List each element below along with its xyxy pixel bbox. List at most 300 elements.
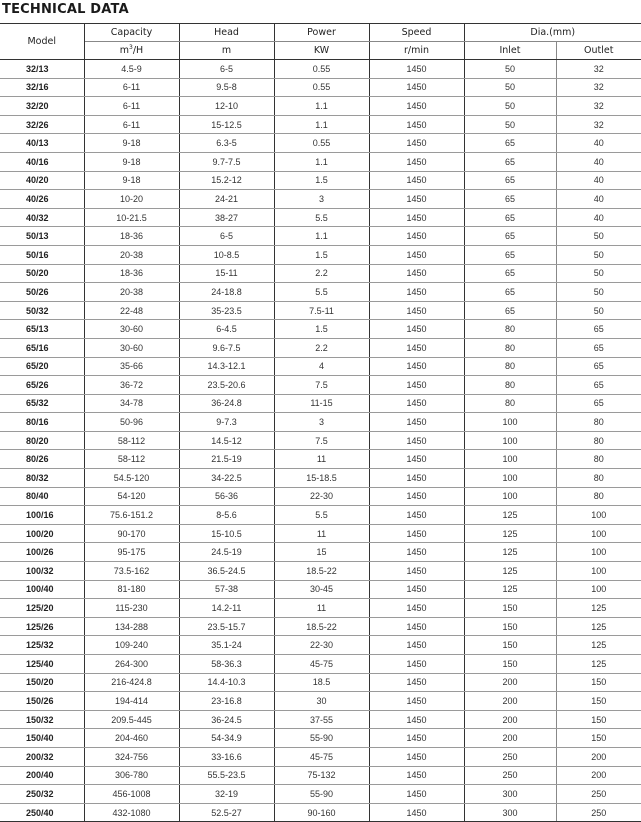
outlet-cell: 32 <box>556 78 641 97</box>
power-cell: 0.55 <box>274 78 369 97</box>
power-cell: 1.1 <box>274 115 369 134</box>
capacity-cell: 9-18 <box>84 134 179 153</box>
model-cell: 65/26 <box>0 376 84 395</box>
capacity-cell: 75.6-151.2 <box>84 506 179 525</box>
speed-cell: 1450 <box>369 283 464 302</box>
inlet-cell: 80 <box>464 357 556 376</box>
speed-cell: 1450 <box>369 580 464 599</box>
power-cell: 11 <box>274 599 369 618</box>
model-cell: 32/26 <box>0 115 84 134</box>
power-cell: 75-132 <box>274 766 369 785</box>
speed-cell: 1450 <box>369 376 464 395</box>
capacity-cell: 18-36 <box>84 264 179 283</box>
head-cell: 56-36 <box>179 487 274 506</box>
capacity-cell: 30-60 <box>84 320 179 339</box>
model-cell: 32/16 <box>0 78 84 97</box>
inlet-cell: 125 <box>464 543 556 562</box>
capacity-cell: 6-11 <box>84 78 179 97</box>
power-cell: 1.5 <box>274 245 369 264</box>
model-cell: 80/40 <box>0 487 84 506</box>
inlet-cell: 100 <box>464 431 556 450</box>
head-cell: 32-19 <box>179 785 274 804</box>
capacity-cell: 34-78 <box>84 394 179 413</box>
capacity-cell: 54-120 <box>84 487 179 506</box>
head-cell: 6-5 <box>179 227 274 246</box>
inlet-cell: 50 <box>464 60 556 79</box>
speed-cell: 1450 <box>369 785 464 804</box>
head-cell: 9-7.3 <box>179 413 274 432</box>
technical-data-table <box>0 23 641 822</box>
model-cell: 40/32 <box>0 208 84 227</box>
head-cell: 58-36.3 <box>179 655 274 674</box>
model-cell: 65/13 <box>0 320 84 339</box>
capacity-cell: 20-38 <box>84 283 179 302</box>
table-row <box>0 617 641 636</box>
capacity-cell: 58-112 <box>84 450 179 469</box>
header-inlet: Inlet <box>464 42 556 60</box>
inlet-cell: 80 <box>464 394 556 413</box>
header-speed: Speed <box>369 24 464 42</box>
inlet-cell: 50 <box>464 78 556 97</box>
inlet-cell: 65 <box>464 301 556 320</box>
capacity-cell: 6-11 <box>84 115 179 134</box>
inlet-cell: 150 <box>464 655 556 674</box>
outlet-cell: 65 <box>556 320 641 339</box>
outlet-cell: 100 <box>556 543 641 562</box>
power-cell: 15 <box>274 543 369 562</box>
table-row <box>0 487 641 506</box>
speed-cell: 1450 <box>369 338 464 357</box>
power-cell: 45-75 <box>274 747 369 766</box>
outlet-cell: 100 <box>556 580 641 599</box>
table-row <box>0 431 641 450</box>
inlet-cell: 150 <box>464 599 556 618</box>
table-row <box>0 413 641 432</box>
outlet-cell: 80 <box>556 469 641 488</box>
speed-cell: 1450 <box>369 301 464 320</box>
capacity-cell: 324-756 <box>84 747 179 766</box>
speed-cell: 1450 <box>369 562 464 581</box>
speed-cell: 1450 <box>369 617 464 636</box>
header-model: Model <box>0 24 84 60</box>
inlet-cell: 65 <box>464 227 556 246</box>
speed-cell: 1450 <box>369 97 464 116</box>
unit-capacity <box>84 42 179 60</box>
inlet-cell: 80 <box>464 376 556 395</box>
outlet-cell: 40 <box>556 152 641 171</box>
inlet-cell: 100 <box>464 413 556 432</box>
table-row <box>0 710 641 729</box>
model-cell: 150/40 <box>0 729 84 748</box>
table-row <box>0 301 641 320</box>
head-cell: 8-5.6 <box>179 506 274 525</box>
capacity-cell: 194-414 <box>84 692 179 711</box>
inlet-cell: 65 <box>464 171 556 190</box>
head-cell: 15-10.5 <box>179 524 274 543</box>
capacity-cell: 54.5-120 <box>84 469 179 488</box>
inlet-cell: 250 <box>464 747 556 766</box>
inlet-cell: 65 <box>464 264 556 283</box>
outlet-cell: 100 <box>556 524 641 543</box>
capacity-cell: 20-38 <box>84 245 179 264</box>
power-cell: 11-15 <box>274 394 369 413</box>
head-cell: 55.5-23.5 <box>179 766 274 785</box>
head-cell: 35-23.5 <box>179 301 274 320</box>
capacity-cell: 4.5-9 <box>84 60 179 79</box>
capacity-cell: 18-36 <box>84 227 179 246</box>
table-row <box>0 190 641 209</box>
inlet-cell: 100 <box>464 469 556 488</box>
head-cell: 34-22.5 <box>179 469 274 488</box>
table-row <box>0 673 641 692</box>
capacity-cell: 35-66 <box>84 357 179 376</box>
head-cell: 38-27 <box>179 208 274 227</box>
capacity-cell: 90-170 <box>84 524 179 543</box>
table-row <box>0 543 641 562</box>
speed-cell: 1450 <box>369 469 464 488</box>
speed-cell: 1450 <box>369 803 464 822</box>
model-cell: 65/20 <box>0 357 84 376</box>
speed-cell: 1450 <box>369 636 464 655</box>
capacity-cell: 10-21.5 <box>84 208 179 227</box>
outlet-cell: 50 <box>556 301 641 320</box>
outlet-cell: 65 <box>556 376 641 395</box>
model-cell: 200/40 <box>0 766 84 785</box>
outlet-cell: 50 <box>556 245 641 264</box>
power-cell: 7.5 <box>274 376 369 395</box>
inlet-cell: 50 <box>464 97 556 116</box>
outlet-cell: 50 <box>556 264 641 283</box>
head-cell: 6-4.5 <box>179 320 274 339</box>
inlet-cell: 50 <box>464 115 556 134</box>
power-cell: 37-55 <box>274 710 369 729</box>
power-cell: 7.5-11 <box>274 301 369 320</box>
head-cell: 33-16.6 <box>179 747 274 766</box>
outlet-cell: 65 <box>556 357 641 376</box>
head-cell: 14.4-10.3 <box>179 673 274 692</box>
speed-cell: 1450 <box>369 655 464 674</box>
model-cell: 250/32 <box>0 785 84 804</box>
capacity-cell: 209.5-445 <box>84 710 179 729</box>
capacity-cell: 10-20 <box>84 190 179 209</box>
power-cell: 3 <box>274 413 369 432</box>
outlet-cell: 150 <box>556 710 641 729</box>
header-power: Power <box>274 24 369 42</box>
speed-cell: 1450 <box>369 245 464 264</box>
speed-cell: 1450 <box>369 394 464 413</box>
inlet-cell: 65 <box>464 134 556 153</box>
capacity-cell: 204-460 <box>84 729 179 748</box>
model-cell: 80/32 <box>0 469 84 488</box>
model-cell: 65/16 <box>0 338 84 357</box>
model-cell: 50/20 <box>0 264 84 283</box>
header-outlet: Outlet <box>556 42 641 60</box>
table-row <box>0 599 641 618</box>
power-cell: 3 <box>274 190 369 209</box>
inlet-cell: 150 <box>464 636 556 655</box>
head-cell: 9.6-7.5 <box>179 338 274 357</box>
inlet-cell: 65 <box>464 152 556 171</box>
head-cell: 21.5-19 <box>179 450 274 469</box>
table-row <box>0 134 641 153</box>
inlet-cell: 300 <box>464 785 556 804</box>
outlet-cell: 80 <box>556 450 641 469</box>
capacity-cell: 432-1080 <box>84 803 179 822</box>
model-cell: 50/26 <box>0 283 84 302</box>
outlet-cell: 40 <box>556 171 641 190</box>
speed-cell: 1450 <box>369 543 464 562</box>
inlet-cell: 65 <box>464 190 556 209</box>
inlet-cell: 300 <box>464 803 556 822</box>
table-row <box>0 394 641 413</box>
power-cell: 30-45 <box>274 580 369 599</box>
model-cell: 40/26 <box>0 190 84 209</box>
head-cell: 23.5-20.6 <box>179 376 274 395</box>
outlet-cell: 65 <box>556 338 641 357</box>
model-cell: 250/40 <box>0 803 84 822</box>
table-row <box>0 469 641 488</box>
model-cell: 80/26 <box>0 450 84 469</box>
power-cell: 5.5 <box>274 506 369 525</box>
inlet-cell: 65 <box>464 208 556 227</box>
speed-cell: 1450 <box>369 320 464 339</box>
head-cell: 14.3-12.1 <box>179 357 274 376</box>
outlet-cell: 250 <box>556 803 641 822</box>
capacity-cell: 6-11 <box>84 97 179 116</box>
model-cell: 80/20 <box>0 431 84 450</box>
power-cell: 5.5 <box>274 283 369 302</box>
head-cell: 15-12.5 <box>179 115 274 134</box>
head-cell: 36.5-24.5 <box>179 562 274 581</box>
speed-cell: 1450 <box>369 487 464 506</box>
model-cell: 150/26 <box>0 692 84 711</box>
model-cell: 100/16 <box>0 506 84 525</box>
units-row <box>0 42 641 60</box>
outlet-cell: 40 <box>556 190 641 209</box>
capacity-cell: 264-300 <box>84 655 179 674</box>
unit-capacity-rest: /H <box>132 45 144 57</box>
head-cell: 57-38 <box>179 580 274 599</box>
inlet-cell: 65 <box>464 283 556 302</box>
outlet-cell: 100 <box>556 506 641 525</box>
outlet-cell: 125 <box>556 599 641 618</box>
table-row <box>0 115 641 134</box>
model-cell: 125/40 <box>0 655 84 674</box>
table-row <box>0 376 641 395</box>
outlet-cell: 80 <box>556 413 641 432</box>
speed-cell: 1450 <box>369 747 464 766</box>
header-capacity: Capacity <box>84 24 179 42</box>
table-row <box>0 803 641 822</box>
table-row <box>0 655 641 674</box>
capacity-cell: 22-48 <box>84 301 179 320</box>
power-cell: 22-30 <box>274 487 369 506</box>
power-cell: 18.5-22 <box>274 562 369 581</box>
power-cell: 11 <box>274 524 369 543</box>
speed-cell: 1450 <box>369 78 464 97</box>
model-cell: 100/26 <box>0 543 84 562</box>
head-cell: 14.2-11 <box>179 599 274 618</box>
capacity-cell: 456-1008 <box>84 785 179 804</box>
outlet-cell: 125 <box>556 617 641 636</box>
power-cell: 1.1 <box>274 152 369 171</box>
outlet-cell: 125 <box>556 655 641 674</box>
model-cell: 50/13 <box>0 227 84 246</box>
speed-cell: 1450 <box>369 227 464 246</box>
table-row <box>0 283 641 302</box>
speed-cell: 1450 <box>369 264 464 283</box>
model-cell: 125/32 <box>0 636 84 655</box>
head-cell: 24.5-19 <box>179 543 274 562</box>
capacity-cell: 306-780 <box>84 766 179 785</box>
outlet-cell: 200 <box>556 747 641 766</box>
table-row <box>0 320 641 339</box>
inlet-cell: 125 <box>464 524 556 543</box>
power-cell: 2.2 <box>274 264 369 283</box>
head-cell: 9.5-8 <box>179 78 274 97</box>
model-cell: 125/20 <box>0 599 84 618</box>
model-cell: 40/16 <box>0 152 84 171</box>
model-cell: 40/20 <box>0 171 84 190</box>
head-cell: 12-10 <box>179 97 274 116</box>
speed-cell: 1450 <box>369 673 464 692</box>
capacity-cell: 9-18 <box>84 171 179 190</box>
outlet-cell: 32 <box>556 115 641 134</box>
power-cell: 18.5-22 <box>274 617 369 636</box>
table-row <box>0 97 641 116</box>
capacity-cell: 73.5-162 <box>84 562 179 581</box>
capacity-cell: 9-18 <box>84 152 179 171</box>
outlet-cell: 125 <box>556 636 641 655</box>
model-cell: 40/13 <box>0 134 84 153</box>
model-cell: 150/32 <box>0 710 84 729</box>
outlet-cell: 80 <box>556 487 641 506</box>
model-cell: 65/32 <box>0 394 84 413</box>
inlet-cell: 125 <box>464 562 556 581</box>
outlet-cell: 40 <box>556 134 641 153</box>
table-row <box>0 245 641 264</box>
inlet-cell: 125 <box>464 506 556 525</box>
model-cell: 50/16 <box>0 245 84 264</box>
speed-cell: 1450 <box>369 413 464 432</box>
table-row <box>0 636 641 655</box>
speed-cell: 1450 <box>369 450 464 469</box>
table-header <box>0 24 641 60</box>
power-cell: 2.2 <box>274 338 369 357</box>
unit-capacity-sup: 3 <box>129 44 133 52</box>
capacity-cell: 58-112 <box>84 431 179 450</box>
speed-cell: 1450 <box>369 506 464 525</box>
outlet-cell: 100 <box>556 562 641 581</box>
inlet-cell: 125 <box>464 580 556 599</box>
power-cell: 55-90 <box>274 785 369 804</box>
speed-cell: 1450 <box>369 357 464 376</box>
table-row <box>0 562 641 581</box>
inlet-cell: 100 <box>464 450 556 469</box>
inlet-cell: 80 <box>464 338 556 357</box>
table-row <box>0 747 641 766</box>
capacity-cell: 115-230 <box>84 599 179 618</box>
unit-power: KW <box>274 42 369 60</box>
power-cell: 90-160 <box>274 803 369 822</box>
speed-cell: 1450 <box>369 208 464 227</box>
speed-cell: 1450 <box>369 134 464 153</box>
table-row <box>0 78 641 97</box>
outlet-cell: 32 <box>556 60 641 79</box>
outlet-cell: 50 <box>556 283 641 302</box>
power-cell: 1.1 <box>274 227 369 246</box>
speed-cell: 1450 <box>369 190 464 209</box>
head-cell: 54-34.9 <box>179 729 274 748</box>
power-cell: 55-90 <box>274 729 369 748</box>
head-cell: 36-24.8 <box>179 394 274 413</box>
speed-cell: 1450 <box>369 599 464 618</box>
speed-cell: 1450 <box>369 152 464 171</box>
outlet-cell: 250 <box>556 785 641 804</box>
inlet-cell: 200 <box>464 692 556 711</box>
head-cell: 35.1-24 <box>179 636 274 655</box>
head-cell: 24-18.8 <box>179 283 274 302</box>
table-row <box>0 450 641 469</box>
capacity-cell: 81-180 <box>84 580 179 599</box>
model-cell: 200/32 <box>0 747 84 766</box>
page-title: TECHNICAL DATA <box>2 2 129 17</box>
unit-capacity-base: m <box>119 45 130 57</box>
table-row <box>0 729 641 748</box>
table-row <box>0 208 641 227</box>
speed-cell: 1450 <box>369 729 464 748</box>
inlet-cell: 200 <box>464 673 556 692</box>
header-head: Head <box>179 24 274 42</box>
table-row <box>0 506 641 525</box>
power-cell: 0.55 <box>274 60 369 79</box>
speed-cell: 1450 <box>369 431 464 450</box>
capacity-cell: 30-60 <box>84 338 179 357</box>
outlet-cell: 65 <box>556 394 641 413</box>
outlet-cell: 80 <box>556 431 641 450</box>
capacity-cell: 95-175 <box>84 543 179 562</box>
table-body <box>0 60 641 822</box>
head-cell: 10-8.5 <box>179 245 274 264</box>
capacity-cell: 36-72 <box>84 376 179 395</box>
head-cell: 9.7-7.5 <box>179 152 274 171</box>
capacity-cell: 134-288 <box>84 617 179 636</box>
power-cell: 22-30 <box>274 636 369 655</box>
head-cell: 6-5 <box>179 60 274 79</box>
capacity-cell: 216-424.8 <box>84 673 179 692</box>
table-row <box>0 227 641 246</box>
power-cell: 5.5 <box>274 208 369 227</box>
head-cell: 23.5-15.7 <box>179 617 274 636</box>
table-row <box>0 524 641 543</box>
unit-speed: r/min <box>369 42 464 60</box>
outlet-cell: 150 <box>556 729 641 748</box>
table-row <box>0 357 641 376</box>
outlet-cell: 150 <box>556 692 641 711</box>
table-row <box>0 152 641 171</box>
model-cell: 32/13 <box>0 60 84 79</box>
model-cell: 80/16 <box>0 413 84 432</box>
inlet-cell: 250 <box>464 766 556 785</box>
table-row <box>0 171 641 190</box>
outlet-cell: 50 <box>556 227 641 246</box>
head-cell: 14.5-12 <box>179 431 274 450</box>
power-cell: 18.5 <box>274 673 369 692</box>
table-row <box>0 785 641 804</box>
outlet-cell: 200 <box>556 766 641 785</box>
power-cell: 4 <box>274 357 369 376</box>
speed-cell: 1450 <box>369 115 464 134</box>
